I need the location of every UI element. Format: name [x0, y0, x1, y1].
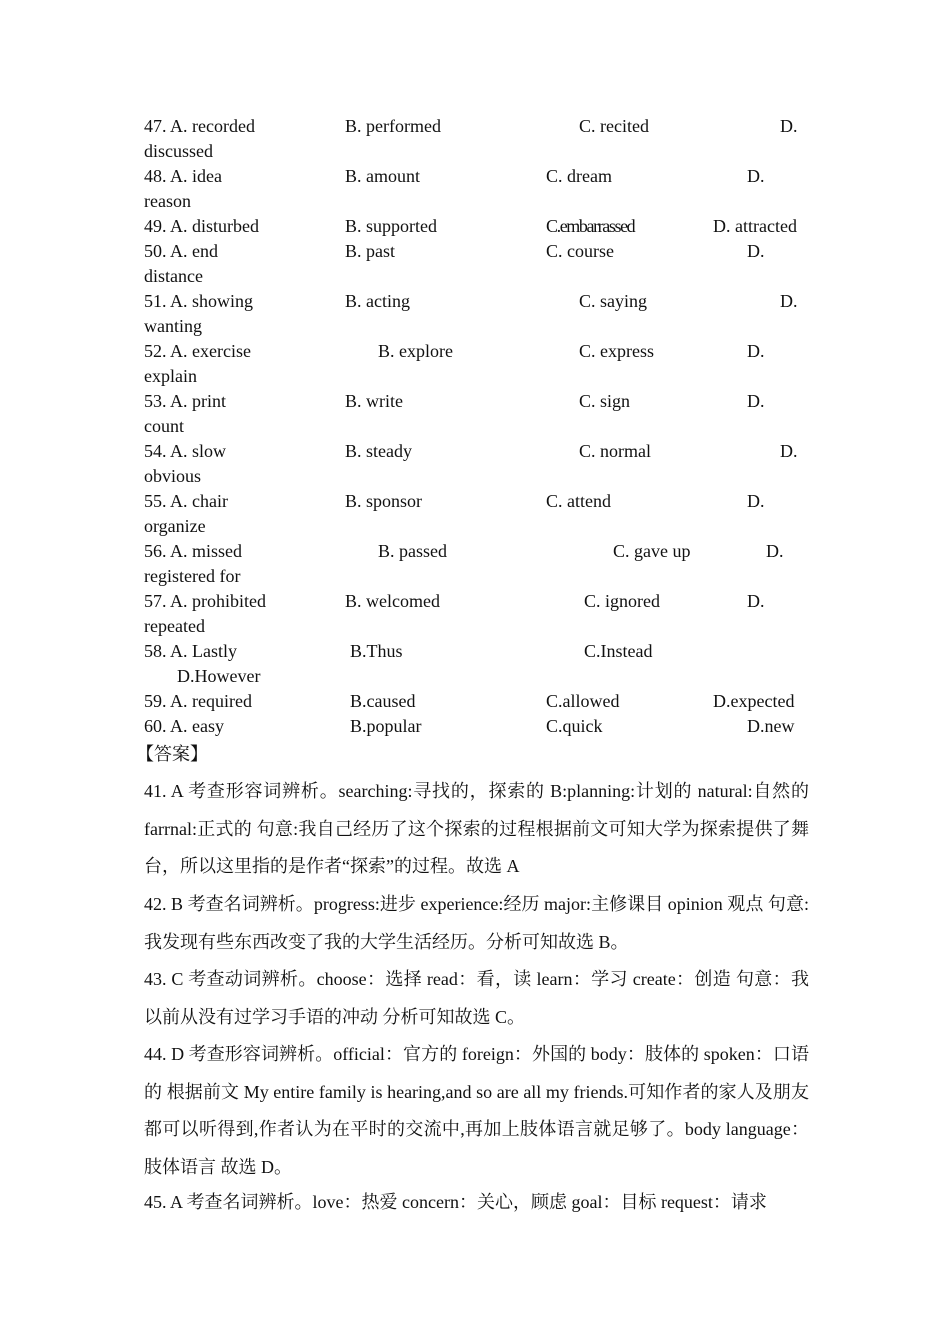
answer-paragraph: 45. A 考查名词辨析。love：热爱 concern：关心，顾虑 goal：目标 request：请求: [144, 1192, 767, 1212]
option-d-wrap: obvious: [144, 466, 202, 486]
option-d: D. attracted: [713, 216, 797, 236]
option-d: D.: [780, 441, 798, 461]
option-d-wrap: reason: [144, 191, 191, 211]
option-c: C. saying: [579, 291, 648, 311]
option-c: C. course: [546, 241, 614, 261]
option-b: B. past: [345, 241, 396, 261]
option-a: 53. A. print: [144, 391, 227, 411]
option-a: 52. A. exercise: [144, 341, 251, 361]
option-a: 58. A. Lastly: [144, 641, 237, 661]
option-b: B. steady: [345, 441, 412, 461]
option-c: C. attend: [546, 491, 611, 511]
option-b: B. supported: [345, 216, 437, 236]
option-c: C. recited: [579, 116, 649, 136]
option-b: B.Thus: [350, 641, 403, 661]
option-a: 49. A. disturbed: [144, 216, 259, 236]
option-d-wrap: D.However: [177, 666, 261, 686]
option-b: B. performed: [345, 116, 441, 136]
option-d: D.: [766, 541, 784, 561]
option-d-wrap: wanting: [144, 316, 202, 336]
option-d-wrap: repeated: [144, 616, 205, 636]
option-d: D.: [747, 491, 765, 511]
option-a: 48. A. idea: [144, 166, 222, 186]
option-c: C.embarrassed: [546, 216, 635, 236]
option-d: D.: [780, 116, 798, 136]
option-d: D.: [747, 166, 765, 186]
answer-paragraph: 43. C 考查动词辨析。choose：选择 read：看，读 learn：学习 create：创造 句意：我以前从没有过学习手语的冲动 分析可知故选 C。: [144, 969, 809, 1027]
option-d-wrap: registered for: [144, 566, 241, 586]
answer-paragraph: 41. A 考查形容词辨析。searching:寻找的，探索的 B:planning:计划的 natural:自然的 farrnal:正式的 句意:我自己经历了这个探索的过程根据前文可知大学为探索提供了舞台，所以这里指的是作者“探索”的过程。故选 A: [144, 781, 809, 876]
option-c: C.Instead: [584, 641, 653, 661]
option-a: 56. A. missed: [144, 541, 243, 561]
option-c: C. gave up: [613, 541, 691, 561]
option-d-wrap: explain: [144, 366, 197, 386]
option-a: 54. A. slow: [144, 441, 227, 461]
answer-heading: 【答案】: [136, 744, 208, 764]
option-b: B. sponsor: [345, 491, 423, 511]
option-c: C. sign: [579, 391, 631, 411]
option-b: B. amount: [345, 166, 420, 186]
option-a: 47. A. recorded: [144, 116, 255, 136]
option-a: 60. A. easy: [144, 716, 224, 736]
option-d: D.: [747, 341, 765, 361]
option-a: 57. A. prohibited: [144, 591, 266, 611]
option-d: D.: [747, 241, 765, 261]
option-d: D.: [780, 291, 798, 311]
option-b: B.caused: [350, 691, 416, 711]
option-d: D.expected: [713, 691, 795, 711]
option-a: 51. A. showing: [144, 291, 254, 311]
option-c: C.allowed: [546, 691, 620, 711]
option-c: C. ignored: [584, 591, 660, 611]
option-b: B.popular: [350, 716, 422, 736]
option-d-wrap: count: [144, 416, 184, 436]
option-b: B. explore: [378, 341, 453, 361]
option-a: 59. A. required: [144, 691, 252, 711]
option-d-wrap: discussed: [144, 141, 213, 161]
answer-paragraph: 44. D 考查形容词辨析。official：官方的 foreign：外国的 body：肢体的 spoken：口语的 根据前文 My entire family is hearing,and so are all my friends.可知作者的家人及朋友都可以听得到,作者认为在平时的交流中,再加上肢体语言就足够了。body language：肢体语言 故选 D。: [144, 1044, 809, 1177]
option-d-wrap: organize: [144, 516, 206, 536]
option-d-wrap: distance: [144, 266, 203, 286]
option-b: B. welcomed: [345, 591, 440, 611]
option-b: B. write: [345, 391, 403, 411]
option-a: 55. A. chair: [144, 491, 228, 511]
option-c: C. normal: [579, 441, 651, 461]
option-b: B. acting: [345, 291, 410, 311]
option-c: C. dream: [546, 166, 612, 186]
option-d: D.new: [747, 716, 795, 736]
option-c: C.quick: [546, 716, 603, 736]
option-c: C. express: [579, 341, 654, 361]
option-a: 50. A. end: [144, 241, 218, 261]
option-d: D.: [747, 391, 765, 411]
answer-paragraph: 42. B 考查名词辨析。progress:进步 experience:经历 major:主修课目 opinion 观点 句意:我发现有些东西改变了我的大学生活经历。分析可知故选 B。: [144, 894, 809, 952]
option-b: B. passed: [378, 541, 447, 561]
option-d: D.: [747, 591, 765, 611]
